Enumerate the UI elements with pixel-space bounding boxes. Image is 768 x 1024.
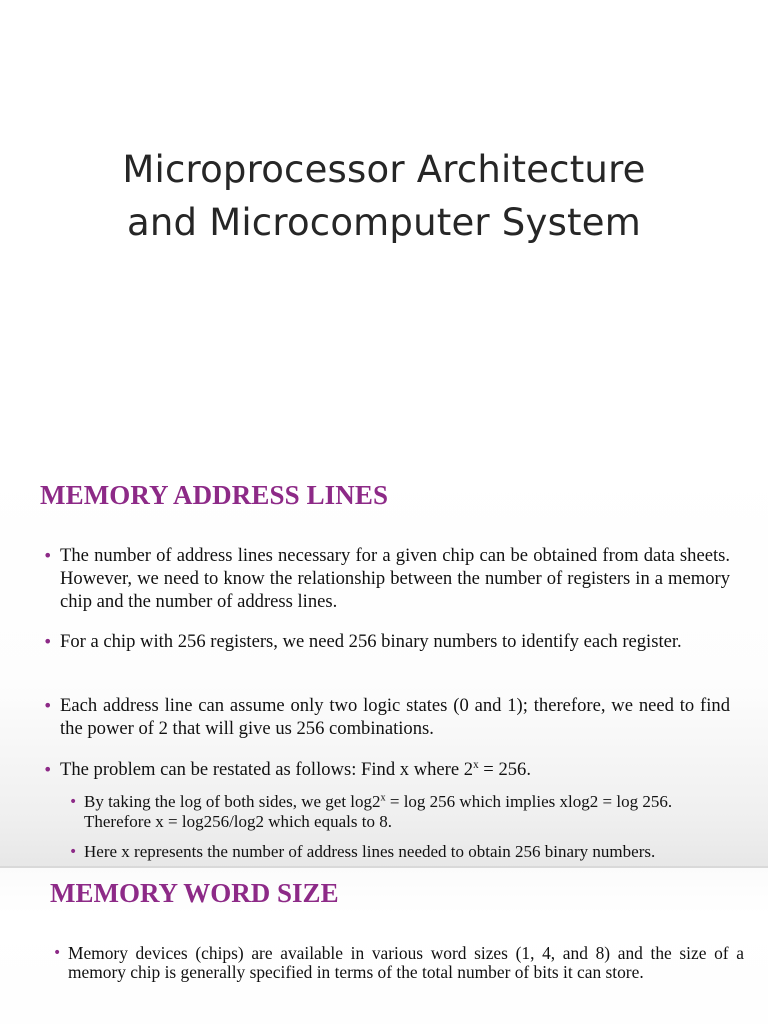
bullet-text: Memory devices (chips) are available in various word sizes (1, 4, and 8) and the size of a memory chip is generally specified in terms of the total number of bits it can store. — [68, 943, 744, 982]
sub-bullet-item — [69, 792, 754, 832]
sub-bullet-line-2: Therefore x = log256/log2 which equals to 8. — [84, 812, 392, 831]
exponent: x — [380, 792, 386, 804]
bullet-item — [43, 758, 730, 781]
slide-heading: MEMORY WORD SIZE — [50, 878, 339, 908]
bullet-text-before: The problem can be restated as follows: Find x where 2 — [60, 759, 474, 780]
bullet-text: For a chip with 256 registers, we need 256 binary numbers to identify each register. — [60, 631, 682, 652]
bullet-item — [43, 544, 730, 613]
sub-bullet-text-before: By taking the log of both sides, we get log2 — [84, 792, 381, 811]
memory-word-size-slide — [0, 868, 768, 1024]
title-slide — [0, 0, 768, 460]
bullet-item — [53, 943, 744, 982]
exponent: x — [473, 758, 479, 771]
sub-bullet-item — [69, 842, 754, 862]
sub-bullet-line — [84, 792, 754, 812]
memory-address-lines-slide — [0, 462, 768, 868]
bullet-text: Each address line can assume only two logic states (0 and 1); therefore, we need to find the power of 2 that will give us 256 combinations. — [60, 695, 730, 739]
bullet-dot-icon: • — [43, 696, 53, 715]
sub-bullet-text: Here x represents the number of address lines needed to obtain 256 binary numbers. — [84, 842, 656, 861]
bullet-item — [43, 630, 730, 653]
bullet-item — [43, 694, 730, 740]
sub-bullet-dot-icon: • — [69, 794, 78, 810]
slide-title-line-1: Microprocessor Architecture — [122, 148, 646, 191]
bullet-text: The number of address lines necessary for a given chip can be obtained from data sheets. However, we need to know the relationship between the number of registers in a memory chip and the number of address lines. — [60, 545, 730, 612]
bullet-dot-icon: • — [43, 760, 53, 779]
sub-bullet-text-after: = log 256 which implies xlog2 = log 256. — [385, 792, 673, 811]
bullet-text-after: = 256. — [478, 759, 531, 780]
bullet-dot-icon: • — [43, 632, 53, 651]
sub-bullet-dot-icon: • — [69, 844, 78, 860]
bullet-dot-icon: • — [43, 546, 53, 565]
bullet-dot-icon: • — [53, 945, 62, 961]
slide-heading: MEMORY ADDRESS LINES — [40, 480, 389, 510]
slide-title-line-2: and Microcomputer System — [127, 201, 641, 244]
